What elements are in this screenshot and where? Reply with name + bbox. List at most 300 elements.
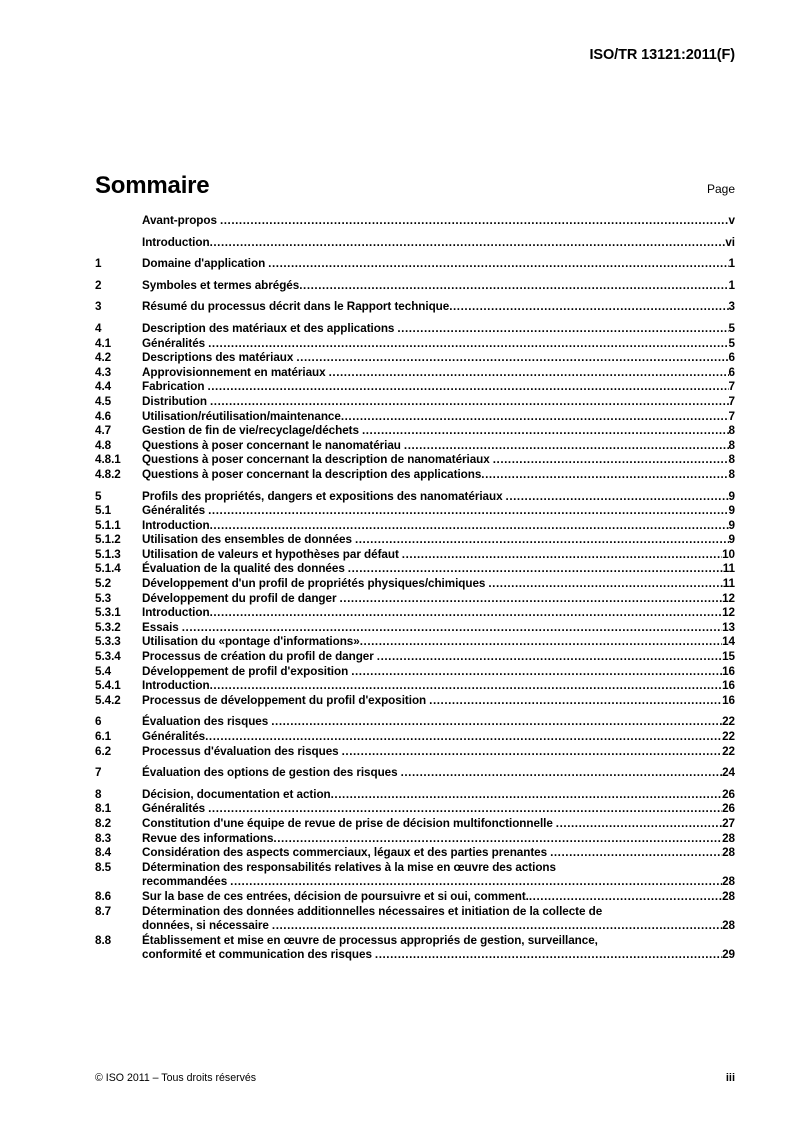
toc-entry-label: Utilisation du «pontage d'informations» [142, 635, 360, 649]
toc-entry-page-number: 7 [728, 409, 735, 423]
toc-entry-label: Processus de création du profil de danger [142, 650, 374, 664]
toc-entry-page-number: 24 [722, 766, 735, 780]
toc-entry-body [142, 548, 735, 563]
toc-entry-number: 5.1.3 [95, 547, 121, 561]
toc-entry-body [142, 519, 735, 534]
toc-entry-line [142, 562, 735, 577]
toc-entry-number: 5.4.2 [95, 693, 121, 707]
toc-entry-line [142, 236, 735, 251]
toc-entry-body [142, 410, 735, 425]
toc-entry-body [142, 650, 735, 665]
toc-entry-label: Généralités [142, 336, 206, 350]
toc-entry-page-number: 9 [728, 533, 735, 547]
toc-entry[interactable] [95, 766, 735, 781]
toc-entry-page-number: 13 [722, 620, 735, 634]
toc-entry-body [142, 730, 735, 745]
toc-entry-label: Profils des propriétés, dangers et expositions des nanomatériaux [142, 489, 503, 503]
toc-entry[interactable] [95, 846, 735, 861]
toc-entry-label: Introduction [142, 606, 210, 620]
toc-entry-page-number: 12 [722, 591, 735, 605]
toc-dot-leader [210, 395, 729, 410]
toc-entry-number: 5.1.2 [95, 533, 121, 547]
toc-dot-leader [377, 650, 722, 665]
toc-entry-line [142, 322, 735, 337]
toc-entry-label: Introduction [142, 235, 210, 249]
toc-entry-line [142, 606, 735, 621]
toc-entry-number: 3 [95, 300, 102, 314]
toc-dot-leader [210, 606, 723, 621]
toc-entry-body [142, 788, 735, 803]
toc-dot-leader [220, 214, 729, 229]
toc-entry-line [142, 504, 735, 519]
toc-entry-multiline [142, 905, 735, 934]
toc-entry-line [142, 592, 735, 607]
toc-entry-label: Développement d'un profil de propriétés physiques/chimiques [142, 577, 486, 591]
toc-entry-page-number: 14 [722, 635, 735, 649]
toc-entry-page-number: 28 [722, 846, 735, 860]
toc-entry[interactable] [95, 890, 735, 905]
toc-entry[interactable] [95, 410, 735, 425]
toc-dot-leader [331, 788, 722, 803]
toc-entry-number: 6.2 [95, 744, 112, 758]
toc-entry-page-number: 8 [728, 453, 735, 467]
toc-entry[interactable] [95, 802, 735, 817]
toc-entry-body [142, 439, 735, 454]
toc-entry-page-number: 16 [722, 664, 735, 678]
toc-dot-leader [182, 621, 722, 636]
toc-entry-label: Sur la base de ces entrées, décision de poursuivre et si oui, comment. [142, 889, 529, 903]
toc-entry-line [142, 490, 735, 505]
toc-entry-line [142, 577, 735, 592]
toc-entry-body [142, 766, 735, 781]
toc-entry-body [142, 337, 735, 352]
toc-entry-page-number: 1 [728, 257, 735, 271]
toc-entry-label: Questions à poser concernant la description de nanomatériaux [142, 453, 490, 467]
toc-entry-line [142, 745, 735, 760]
toc-entry-label-continuation: recommandées [142, 875, 228, 889]
toc-entry-page-number: 9 [728, 518, 735, 532]
toc-dot-leader [429, 694, 722, 709]
page-footer [95, 1072, 735, 1084]
toc-entry-page-number: 28 [722, 831, 735, 845]
toc-entry-number: 4.3 [95, 365, 112, 379]
toc-entry[interactable] [95, 577, 735, 592]
toc-entry-label: Généralités [142, 802, 206, 816]
toc-entry-page-number: v [728, 214, 735, 227]
toc-entry-page-number: 10 [722, 547, 735, 561]
toc-entry-number: 5.3.1 [95, 606, 121, 620]
toc-entry[interactable] [95, 395, 735, 410]
toc-dot-leader [273, 832, 722, 847]
toc-entry-page-number: vi [725, 235, 735, 249]
toc-entry-body [142, 351, 735, 366]
toc-entry[interactable] [95, 715, 735, 730]
toc-dot-leader [550, 846, 722, 861]
toc-entry-body [142, 905, 735, 934]
toc-entry-label-continuation-line [142, 919, 735, 934]
toc-entry[interactable] [95, 380, 735, 395]
toc-entry-line [142, 788, 735, 803]
toc-entry-label: Introduction [142, 679, 210, 693]
toc-entry-multiline [142, 934, 735, 963]
toc-dot-leader [402, 548, 722, 563]
toc-entry-number: 8.5 [95, 860, 112, 874]
toc-entry[interactable] [95, 351, 735, 366]
toc-entry-page-number: 9 [728, 489, 735, 503]
toc-entry-page-number: 6 [728, 351, 735, 365]
toc-entry-page-number: 12 [722, 606, 735, 620]
toc-entry-page-number: 8 [728, 467, 735, 481]
toc-entry-number: 2 [95, 278, 102, 292]
toc-dot-leader [401, 766, 723, 781]
toc-entry-line [142, 635, 735, 650]
toc-entry-label: Processus d'évaluation des risques [142, 744, 339, 758]
toc-entry-page-number: 7 [728, 394, 735, 408]
toc-entry-page-number: 8 [728, 424, 735, 438]
toc-entry[interactable] [95, 665, 735, 680]
toc-entry-line [142, 679, 735, 694]
toc-entry-line [142, 802, 735, 817]
toc-dot-leader [299, 279, 728, 294]
toc-entry-line [142, 650, 735, 665]
toc-entry-number: 5 [95, 489, 102, 503]
toc-dot-leader [208, 337, 728, 352]
toc-entry-label: Descriptions des matériaux [142, 351, 294, 365]
toc-dot-leader [404, 439, 729, 454]
toc-entry[interactable] [95, 635, 735, 650]
toc-entry-body [142, 490, 735, 505]
toc-entry[interactable] [95, 745, 735, 760]
toc-entry-page-number: 22 [722, 744, 735, 758]
toc-entry[interactable] [95, 504, 735, 519]
toc-entry-number: 4.8.2 [95, 467, 121, 481]
toc-entry[interactable] [95, 548, 735, 563]
toc-dot-leader [348, 562, 723, 577]
toc-entry-label: Détermination des données additionnelles nécessaires et initiation de la collecte de [142, 904, 603, 918]
toc-entry-multiline [142, 861, 735, 890]
toc-entry-label: Évaluation des options de gestion des risques [142, 766, 398, 780]
toc-entry-label: Symboles et termes abrégés [142, 278, 300, 292]
toc-entry-number: 8.3 [95, 831, 112, 845]
toc-dot-leader [329, 366, 729, 381]
toc-entry-body [142, 468, 735, 483]
toc-entry[interactable] [95, 322, 735, 337]
toc-entry-number: 5.1 [95, 504, 112, 518]
toc-entry-body [142, 279, 735, 294]
toc-dot-leader [271, 715, 722, 730]
toc-entry-body [142, 694, 735, 709]
toc-entry-label: Développement de profil d'exposition [142, 664, 349, 678]
toc-entry-body [142, 606, 735, 621]
toc-entry-number: 5.3.4 [95, 650, 121, 664]
toc-entry-number: 5.3.3 [95, 635, 121, 649]
toc-entry-body [142, 861, 735, 890]
toc-dot-leader [493, 453, 729, 468]
toc-entry-number: 4 [95, 321, 102, 335]
toc-entry-line [142, 817, 735, 832]
toc-entry-page-number: 28 [722, 875, 735, 889]
toc-entry[interactable] [95, 788, 735, 803]
toc-entry[interactable] [95, 905, 735, 934]
toc-entry-page-number: 3 [728, 300, 735, 314]
toc-entry[interactable] [95, 236, 735, 251]
toc-entry-number: 8.6 [95, 889, 112, 903]
toc-entry-line [142, 846, 735, 861]
toc-entry-line [142, 694, 735, 709]
toc-entry-label: Développement du profil de danger [142, 591, 337, 605]
toc-entry-page-number: 7 [728, 380, 735, 394]
toc-entry-number: 4.8 [95, 438, 112, 452]
toc-entry-label: Questions à poser concernant le nanomatériau [142, 438, 401, 452]
toc-entry-page-number: 8 [728, 438, 735, 452]
toc-entry-label: Constitution d'une équipe de revue de prise de décision multifonctionnelle [142, 816, 553, 830]
toc-entry-number: 5.1.1 [95, 518, 121, 532]
toc-entry-number: 5.2 [95, 577, 112, 591]
toc-entry-line [142, 453, 735, 468]
toc-entry-number: 8.4 [95, 846, 112, 860]
toc-entry[interactable] [95, 730, 735, 745]
toc-entry-line [142, 300, 735, 315]
toc-entry-label: Fabrication [142, 380, 205, 394]
toc-entry-body [142, 257, 735, 272]
toc-dot-leader [230, 875, 722, 890]
toc-entry[interactable] [95, 533, 735, 548]
toc-entry-label: Description des matériaux et des applications [142, 321, 395, 335]
toc-entry-body [142, 504, 735, 519]
toc-entry-line [142, 279, 735, 294]
toc-entry[interactable] [95, 453, 735, 468]
toc-entry-page-number: 11 [722, 562, 735, 576]
toc-entry-body [142, 665, 735, 680]
toc-entry-label: Essais [142, 620, 179, 634]
toc-entry-line [142, 439, 735, 454]
toc-entry[interactable] [95, 366, 735, 381]
toc-entry-label: Avant-propos [142, 214, 217, 227]
toc-entry[interactable] [95, 300, 735, 315]
toc-dot-leader [210, 519, 729, 534]
toc-entry-page-number: 28 [722, 919, 735, 933]
page-folio: iii [725, 1072, 735, 1084]
toc-entry-line [142, 257, 735, 272]
toc-entry-number: 8.8 [95, 933, 112, 947]
toc-entry-label: Considération des aspects commerciaux, légaux et des parties prenantes [142, 846, 548, 860]
document-reference-header: ISO/TR 13121:2011(F) [589, 47, 735, 63]
toc-entry-page-number: 29 [722, 948, 735, 962]
toc-entry-number: 4.5 [95, 394, 112, 408]
toc-entry-number: 5.1.4 [95, 562, 121, 576]
toc-entry[interactable] [95, 214, 735, 229]
toc-entry[interactable] [95, 934, 735, 963]
toc-entry-line [142, 730, 735, 745]
toc-entry-label-continuation: conformité et communication des risques [142, 948, 372, 962]
toc-entry-body [142, 890, 735, 905]
toc-title-row [95, 172, 735, 200]
toc-entry-label-continuation-line [142, 948, 735, 963]
toc-entry[interactable] [95, 650, 735, 665]
toc-entry-page-number: 5 [728, 321, 735, 335]
toc-entry-line [142, 424, 735, 439]
toc-dot-leader [339, 592, 722, 607]
toc-entry-page-number: 9 [728, 504, 735, 518]
toc-entry-line [142, 337, 735, 352]
toc-entry-label: Distribution [142, 394, 207, 408]
toc-entry-number: 8.7 [95, 904, 112, 918]
toc-dot-leader [351, 665, 722, 680]
toc-entry-label-continuation: données, si nécessaire [142, 919, 269, 933]
toc-entry-number: 5.4 [95, 664, 112, 678]
toc-entry[interactable] [95, 817, 735, 832]
toc-entry-line [142, 410, 735, 425]
toc-entry-body [142, 300, 735, 315]
toc-entry[interactable] [95, 679, 735, 694]
toc-entry[interactable] [95, 621, 735, 636]
toc-entry-label: Détermination des responsabilités relatives à la mise en œuvre des actions [142, 860, 556, 874]
toc-dot-leader [205, 730, 722, 745]
toc-entry-label: Utilisation de valeurs et hypothèses par défaut [142, 547, 399, 561]
toc-dot-leader [268, 257, 728, 272]
toc-entry-number: 8 [95, 787, 102, 801]
toc-entry-label: Questions à poser concernant la description des applications [142, 467, 482, 481]
toc-entry-number: 5.3.2 [95, 620, 121, 634]
toc-dot-leader [210, 236, 726, 251]
toc-entry-body [142, 453, 735, 468]
toc-dot-leader [296, 351, 728, 366]
toc-entry-label: Résumé du processus décrit dans le Rapport technique [142, 300, 450, 314]
toc-dot-leader [272, 919, 722, 934]
toc-entry[interactable] [95, 832, 735, 847]
toc-entry-line [142, 380, 735, 395]
toc-entry[interactable] [95, 439, 735, 454]
toc-entry[interactable] [95, 337, 735, 352]
toc-entry-line [142, 351, 735, 366]
toc-entry-body [142, 817, 735, 832]
toc-entry-number: 5.4.1 [95, 679, 121, 693]
toc-entry[interactable] [95, 606, 735, 621]
toc-entry-number: 4.2 [95, 351, 112, 365]
toc-entry[interactable] [95, 468, 735, 483]
toc-entry-label: Gestion de fin de vie/recyclage/déchets [142, 424, 359, 438]
toc-entry[interactable] [95, 592, 735, 607]
toc-dot-leader [342, 745, 722, 760]
toc-entry-body [142, 533, 735, 548]
toc-entry-label: Introduction [142, 518, 210, 532]
toc-entry-body [142, 366, 735, 381]
toc-entry-number: 4.1 [95, 336, 112, 350]
toc-dot-leader [362, 424, 729, 439]
toc-entry-label: Approvisionnement en matériaux [142, 365, 326, 379]
toc-entry-page-number: 11 [722, 577, 735, 591]
toc-entry-number: 7 [95, 766, 102, 780]
toc-entry-line [142, 665, 735, 680]
toc-dot-leader [506, 490, 729, 505]
toc-entry-label: Revue des informations [142, 831, 274, 845]
toc-entry-body [142, 577, 735, 592]
toc-entry-label-continuation-line [142, 875, 735, 890]
toc-entry-label: Établissement et mise en œuvre de processus appropriés de gestion, surveillance, [142, 933, 598, 947]
toc-entry-body [142, 424, 735, 439]
toc-entry-body [142, 745, 735, 760]
toc-dot-leader [529, 890, 722, 905]
table-of-contents [95, 214, 735, 963]
toc-dot-leader [397, 322, 728, 337]
toc-dot-leader [556, 817, 722, 832]
toc-entry-number: 4.7 [95, 424, 112, 438]
toc-entry-line [142, 366, 735, 381]
toc-entry-page-number: 16 [722, 679, 735, 693]
toc-entry-body [142, 395, 735, 410]
toc-entry-line [142, 766, 735, 781]
toc-entry-page-number: 28 [722, 889, 735, 903]
toc-entry-body [142, 679, 735, 694]
toc-entry-body [142, 236, 735, 251]
toc-entry-label: Processus de développement du profil d'exposition [142, 693, 427, 707]
toc-dot-leader [207, 380, 728, 395]
toc-entry[interactable] [95, 562, 735, 577]
toc-entry-line [142, 890, 735, 905]
toc-entry-body [142, 846, 735, 861]
toc-dot-leader [210, 679, 723, 694]
toc-entry-number: 4.4 [95, 380, 112, 394]
toc-entry-page-number: 1 [728, 278, 735, 292]
toc-entry[interactable] [95, 424, 735, 439]
toc-entry-label: Généralités [142, 504, 206, 518]
toc-entry[interactable] [95, 279, 735, 294]
toc-dot-leader [488, 577, 722, 592]
toc-entry-number: 4.8.1 [95, 453, 121, 467]
toc-entry[interactable] [95, 490, 735, 505]
toc-entry-line [142, 533, 735, 548]
toc-entry[interactable] [95, 861, 735, 890]
toc-entry[interactable] [95, 257, 735, 272]
toc-entry-body [142, 832, 735, 847]
toc-entry-body [142, 562, 735, 577]
toc-entry-line [142, 519, 735, 534]
toc-entry-body [142, 621, 735, 636]
toc-entry-line [142, 548, 735, 563]
toc-entry-number: 5.3 [95, 591, 112, 605]
toc-entry-body [142, 715, 735, 730]
toc-entry-body [142, 934, 735, 963]
toc-entry-line [142, 468, 735, 483]
toc-entry-body [142, 635, 735, 650]
toc-entry-number: 4.6 [95, 409, 112, 423]
toc-entry-label: Évaluation de la qualité des données [142, 562, 345, 576]
copyright-notice: © ISO 2011 – Tous droits réservés [95, 1072, 257, 1084]
toc-entry-line [142, 395, 735, 410]
toc-dot-leader [208, 504, 728, 519]
toc-entry-number: 6 [95, 715, 102, 729]
toc-entry-number: 6.1 [95, 730, 112, 743]
toc-entry-number: 1 [95, 257, 102, 271]
toc-entry-line [142, 214, 735, 229]
toc-entry-line [142, 621, 735, 636]
toc-entry-page-number: 5 [728, 336, 735, 350]
toc-entry-label: Décision, documentation et action [142, 787, 331, 801]
page-title: Sommaire [95, 172, 210, 199]
toc-entry-label: Généralités [142, 730, 206, 743]
toc-dot-leader [355, 533, 729, 548]
toc-entry[interactable] [95, 519, 735, 534]
toc-entry-page-number: 27 [722, 816, 735, 830]
toc-entry-body [142, 380, 735, 395]
toc-dot-leader [208, 802, 722, 817]
toc-entry-label: Utilisation des ensembles de données [142, 533, 352, 547]
toc-dot-leader [375, 948, 722, 963]
page-column-label: Page [706, 182, 735, 196]
toc-entry[interactable] [95, 694, 735, 709]
toc-entry-body [142, 592, 735, 607]
toc-entry-page-number: 26 [722, 802, 735, 816]
